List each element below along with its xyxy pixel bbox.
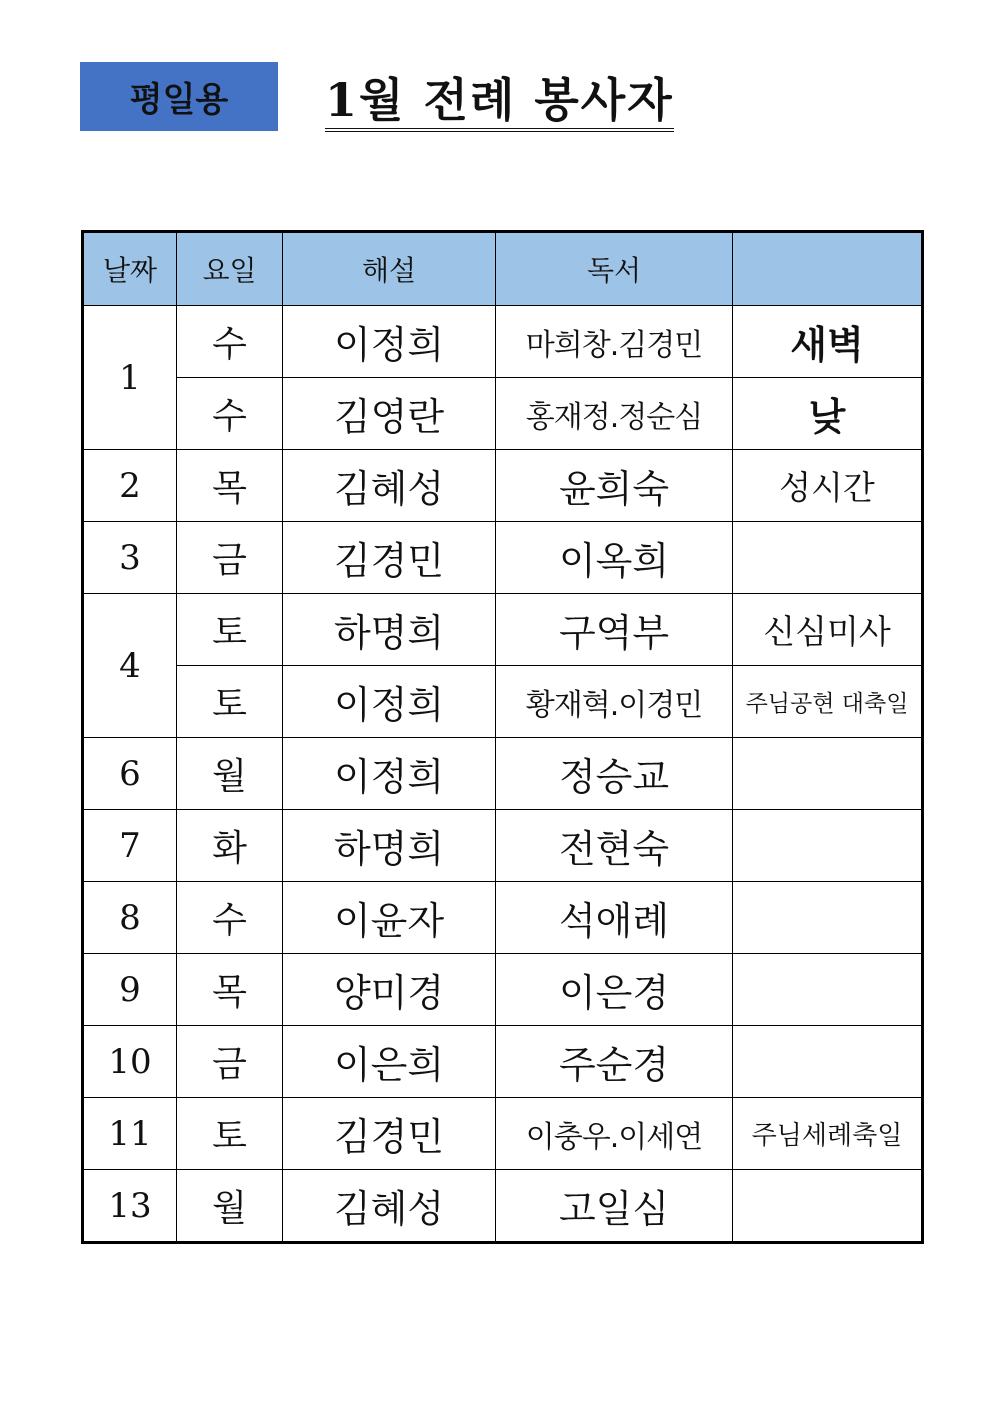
cell-day: 월 (177, 738, 283, 810)
cell-commentator: 이정희 (283, 738, 496, 810)
table-row (83, 450, 923, 522)
cell-day: 금 (177, 1026, 283, 1098)
cell-reader: 황재혁.이경민 (496, 666, 733, 738)
cell-day: 금 (177, 522, 283, 594)
table-row (83, 666, 923, 738)
table-row (83, 738, 923, 810)
cell-reader: 마희창.김경민 (496, 306, 733, 378)
table-row (83, 378, 923, 450)
cell-note (733, 882, 923, 954)
table-row (83, 810, 923, 882)
cell-commentator: 이정희 (283, 306, 496, 378)
cell-date: 10 (83, 1026, 177, 1098)
table-row (83, 882, 923, 954)
cell-day: 목 (177, 450, 283, 522)
cell-day: 목 (177, 954, 283, 1026)
cell-date: 11 (83, 1098, 177, 1170)
cell-note: 성시간 (733, 450, 923, 522)
cell-note (733, 954, 923, 1026)
cell-date: 9 (83, 954, 177, 1026)
header-note (733, 232, 923, 306)
table-row (83, 1170, 923, 1243)
header-day: 요일 (177, 232, 283, 306)
header-row (83, 232, 923, 306)
cell-day: 토 (177, 666, 283, 738)
cell-note (733, 1026, 923, 1098)
cell-day: 월 (177, 1170, 283, 1243)
table-row (83, 522, 923, 594)
cell-commentator: 김경민 (283, 522, 496, 594)
cell-day: 수 (177, 306, 283, 378)
cell-note (733, 738, 923, 810)
cell-date: 13 (83, 1170, 177, 1243)
cell-commentator: 김경민 (283, 1098, 496, 1170)
cell-reader: 정승교 (496, 738, 733, 810)
cell-day: 수 (177, 378, 283, 450)
cell-note: 낮 (733, 378, 923, 450)
cell-date: 7 (83, 810, 177, 882)
cell-reader: 이옥희 (496, 522, 733, 594)
cell-note (733, 1170, 923, 1243)
table-row (83, 594, 923, 666)
cell-day: 수 (177, 882, 283, 954)
cell-commentator: 하명희 (283, 810, 496, 882)
cell-day: 토 (177, 594, 283, 666)
cell-note: 주님세례축일 (733, 1098, 923, 1170)
header-reader: 독서 (496, 232, 733, 306)
cell-reader: 주순경 (496, 1026, 733, 1098)
cell-reader: 이은경 (496, 954, 733, 1026)
cell-date: 8 (83, 882, 177, 954)
cell-commentator: 이윤자 (283, 882, 496, 954)
cell-reader: 고일심 (496, 1170, 733, 1243)
cell-date: 3 (83, 522, 177, 594)
cell-commentator: 이은희 (283, 1026, 496, 1098)
cell-note: 신심미사 (733, 594, 923, 666)
cell-reader: 석애례 (496, 882, 733, 954)
header-commentator: 해설 (283, 232, 496, 306)
roster-table (81, 230, 924, 1244)
cell-commentator: 김혜성 (283, 450, 496, 522)
badge-weekday: 평일용 (80, 62, 278, 131)
header-date: 날짜 (83, 232, 177, 306)
cell-day: 화 (177, 810, 283, 882)
cell-commentator: 하명희 (283, 594, 496, 666)
cell-note (733, 810, 923, 882)
cell-date: 2 (83, 450, 177, 522)
cell-reader: 윤희숙 (496, 450, 733, 522)
cell-commentator: 이정희 (283, 666, 496, 738)
cell-date: 4 (83, 594, 177, 738)
page-title: 1월 전례 봉사자 (325, 72, 674, 132)
cell-date: 1 (83, 306, 177, 450)
cell-reader: 전현숙 (496, 810, 733, 882)
cell-commentator: 김영란 (283, 378, 496, 450)
cell-note (733, 522, 923, 594)
cell-commentator: 양미경 (283, 954, 496, 1026)
cell-date: 6 (83, 738, 177, 810)
table-row (83, 1026, 923, 1098)
cell-day: 토 (177, 1098, 283, 1170)
table-row (83, 306, 923, 378)
cell-commentator: 김혜성 (283, 1170, 496, 1243)
cell-note: 주님공현 대축일 (733, 666, 923, 738)
cell-reader: 홍재정.정순심 (496, 378, 733, 450)
cell-reader: 구역부 (496, 594, 733, 666)
table-row (83, 954, 923, 1026)
cell-note: 새벽 (733, 306, 923, 378)
cell-reader: 이충우.이세연 (496, 1098, 733, 1170)
table-row (83, 1098, 923, 1170)
